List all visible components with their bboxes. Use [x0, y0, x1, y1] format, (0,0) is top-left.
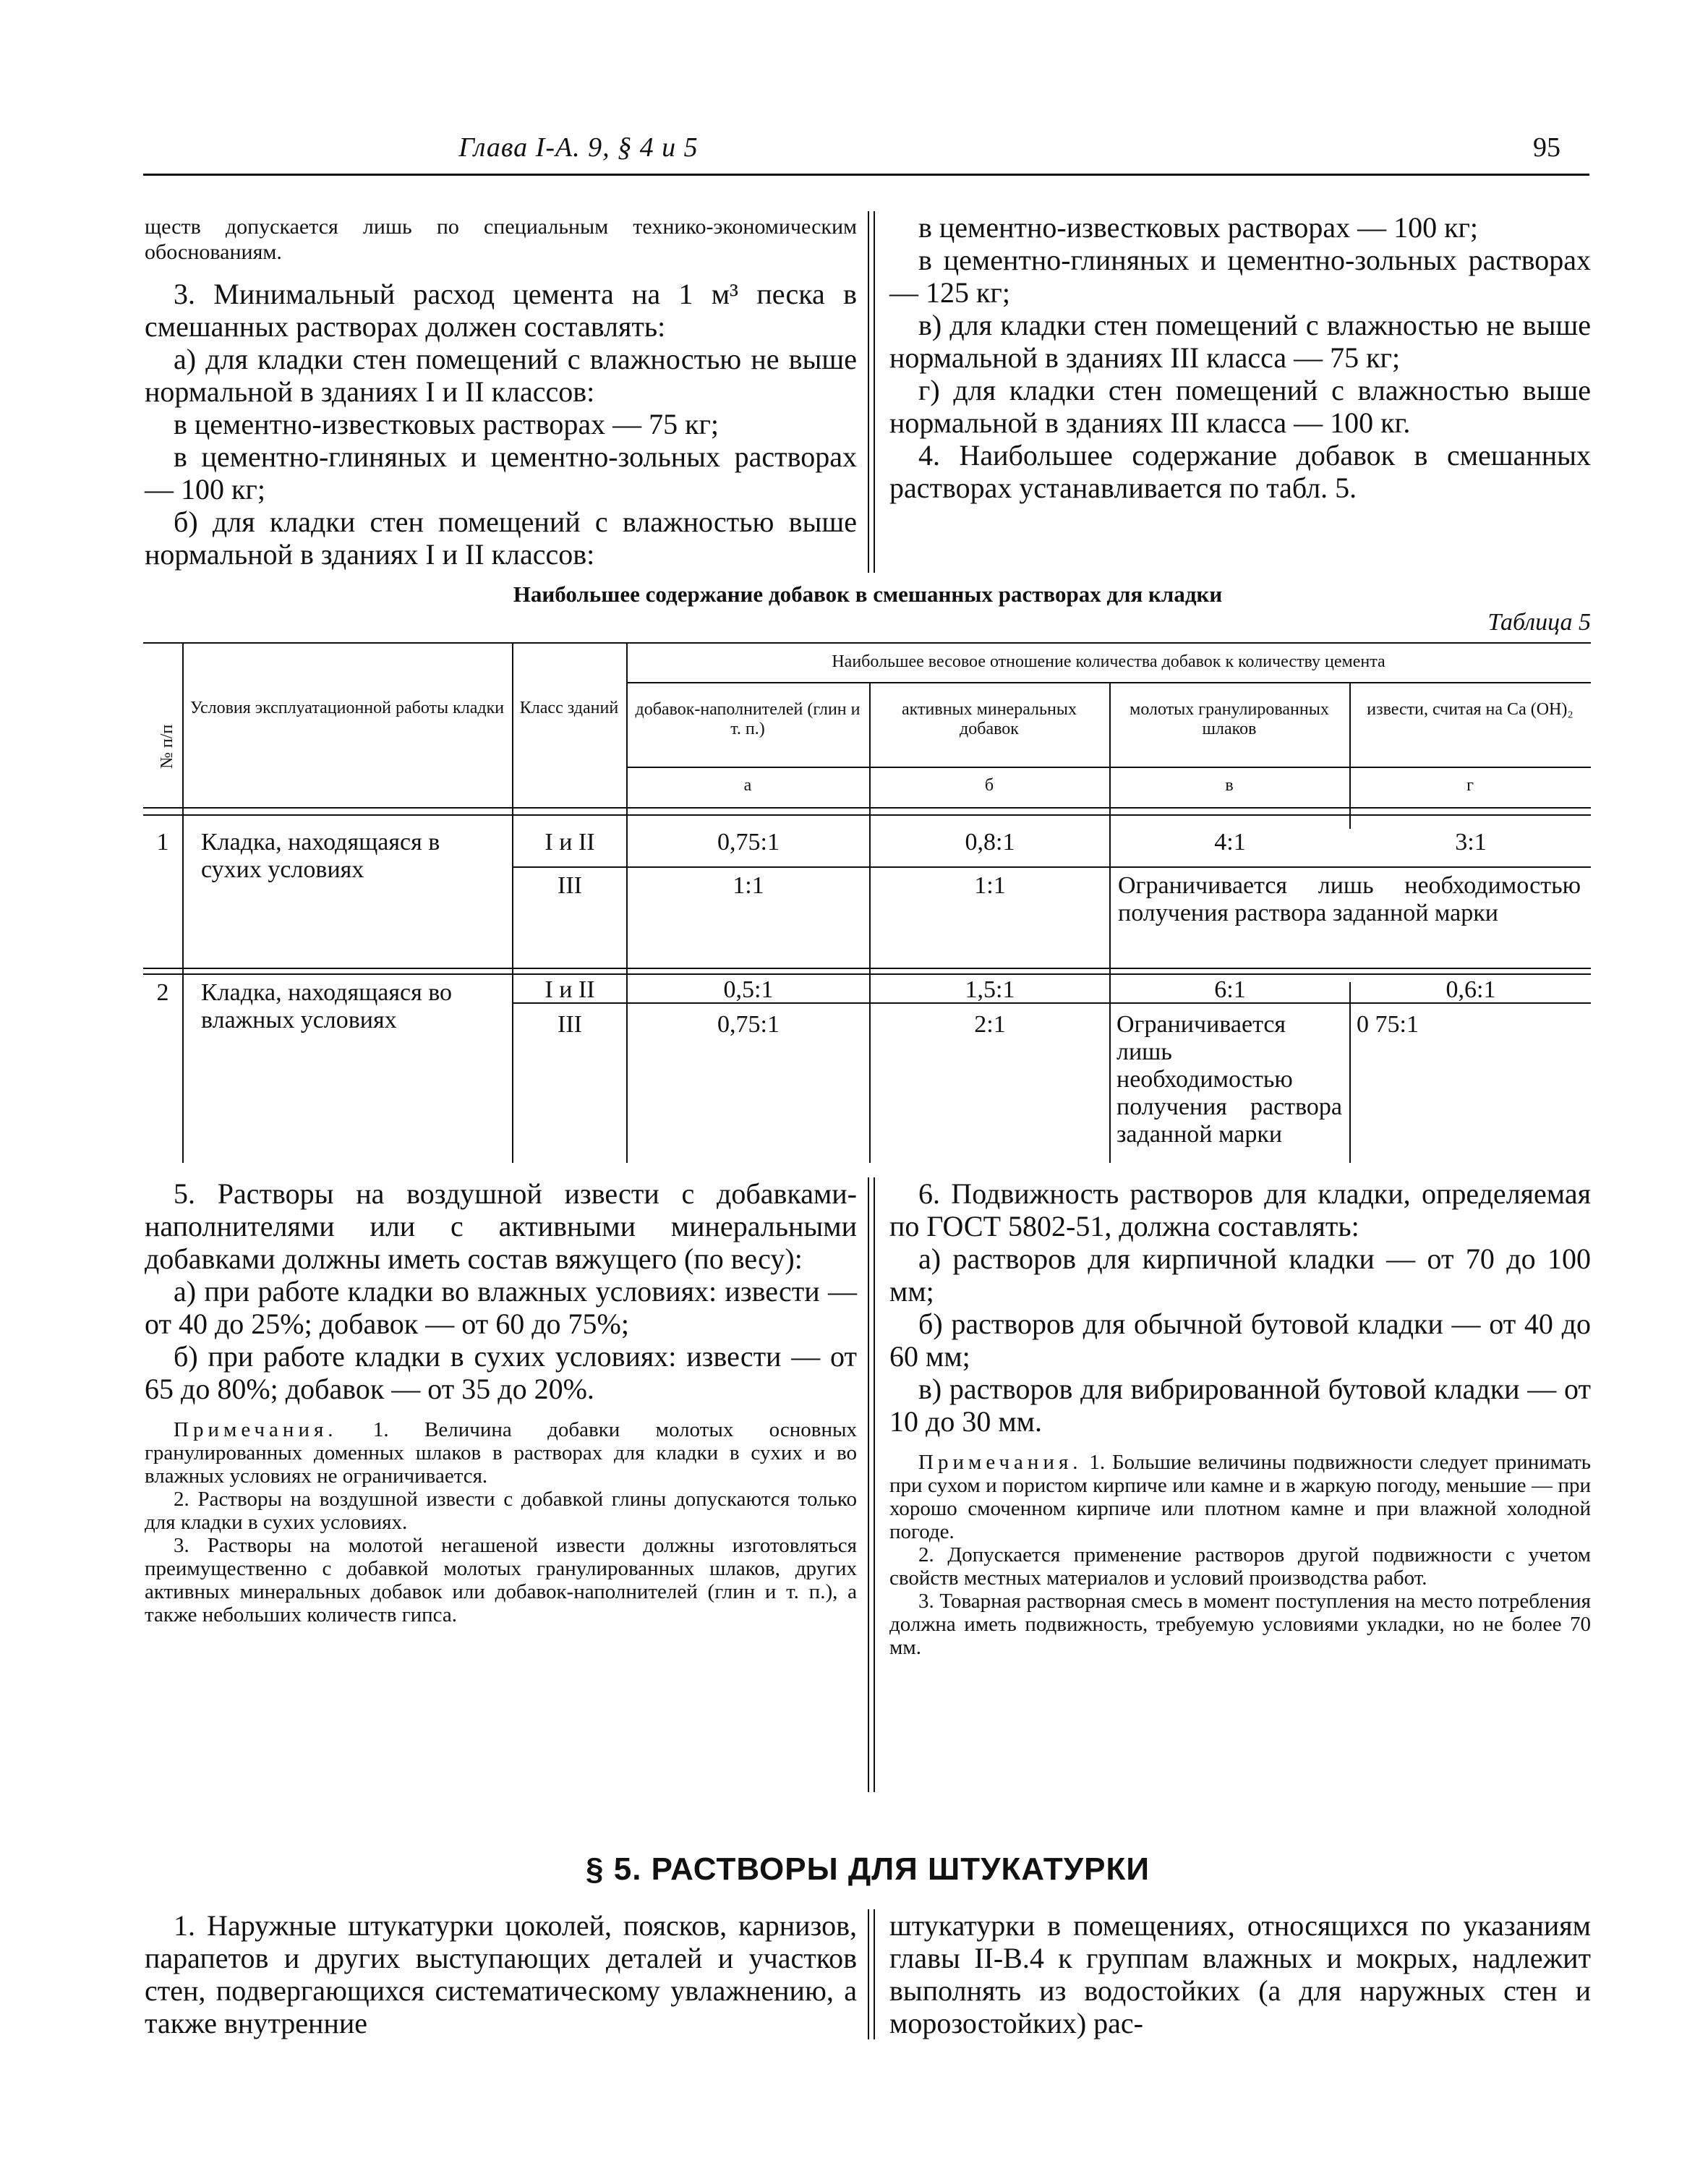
column-divider	[868, 211, 869, 573]
table-rule	[512, 642, 513, 1163]
middle-left-column	[145, 1177, 857, 1626]
cell-value: 3:1	[1455, 829, 1487, 856]
cell-value: 6:1	[1214, 976, 1246, 1003]
paragraph: в цементно-глиняных и цементно-зольных растворах — 100 кг;	[145, 440, 857, 506]
header-conditions: Условия эксплуатационной работы кладки	[189, 699, 505, 717]
cell-class: I и II	[545, 829, 595, 856]
section-left-column	[145, 1909, 857, 2039]
paragraph: штукатурки в помещениях, относящихся по указаниям главы II-В.4 к группам влажных и мокрых, надлежит выполнять из водостойких (а для наружных стен и морозостойких) рас-	[889, 1909, 1591, 2039]
paragraph: б) для кладки стен помещений с влажностью выше нормальной в зданиях I и II классов:	[145, 506, 857, 571]
cell-class: I и II	[545, 976, 595, 1003]
header-col-g: извести, считая на Са (ОН)₂	[1367, 700, 1574, 719]
header-col-b: активных минеральных добавок	[902, 700, 1077, 738]
section-title: § 5. РАСТВОРЫ ДЛЯ ШТУКАТУРКИ	[586, 1851, 1150, 1887]
row-number: 1	[156, 829, 169, 856]
paragraph: в) для кладки стен помещений с влажностью не выше нормальной в зданиях III класса — 75 кг;	[889, 309, 1591, 374]
paragraph: 5. Растворы на воздушной извести с добавками-наполнителями или с активными минеральными добавками должны иметь состав вяжущего (по весу):	[145, 1177, 857, 1275]
paragraph: в цементно-известковых растворах — 100 кг;	[918, 211, 1479, 244]
column-divider	[874, 1909, 875, 2039]
table-rule	[143, 807, 1591, 809]
note	[145, 1418, 857, 1488]
table-rule	[626, 642, 628, 1163]
row-number: 2	[156, 979, 169, 1006]
table-rule	[182, 642, 184, 1163]
paragraph: б) растворов для обычной бутовой кладки — от 40 до 60 мм;	[889, 1308, 1591, 1373]
header-group: Наибольшее весовое отношение количества добавок к количеству цемента	[832, 652, 1385, 671]
section-right-column	[889, 1909, 1591, 2039]
paragraph: а) при работе кладки во влажных условиях: извести — от 40 до 25%; добавок — от 60 до 75%;	[145, 1275, 857, 1340]
cell-value: 1:1	[974, 872, 1006, 899]
table-caption: Таблица 5	[1487, 609, 1591, 636]
table-rule	[869, 682, 871, 1163]
middle-right-column	[889, 1177, 1591, 1659]
cell-class: III	[558, 1011, 582, 1038]
paragraph: в цементно-глиняных и цементно-зольных растворах — 125 кг;	[889, 244, 1591, 309]
paragraph: г) для кладки стен помещений с влажностью выше нормальной в зданиях III класса — 100 кг.	[889, 374, 1591, 439]
header-rule	[143, 174, 1589, 176]
page-number: 95	[1533, 132, 1560, 163]
row-condition: Кладка, находящаяся в сухих условиях	[201, 829, 440, 883]
table-rule	[143, 814, 1591, 816]
paragraph: 1. Наружные штукатурки цоколей, поясков, карнизов, парапетов и других выступающих деталей и участков стен, подвергающихся систематическому увлажнению, а также внутренние	[145, 1909, 857, 2039]
column-divider	[874, 1177, 875, 1792]
paragraph: а) растворов для кирпичной кладки — от 70 до 100 мм;	[889, 1242, 1591, 1308]
header-col-a: добавок-наполнителей (глин и т. п.)	[635, 700, 861, 738]
cell-value: 0,5:1	[723, 976, 774, 1003]
paragraph: 3. Минимальный расход цемента на 1 м³ песка в смешанных растворах должен составлять:	[145, 278, 857, 343]
header-letter-v: в	[1225, 776, 1234, 795]
column-divider	[868, 1909, 869, 2039]
cell-note: Ограничивается лишь необходимостью получения раствора заданной марки	[1116, 1011, 1342, 1148]
cell-class: III	[558, 872, 582, 899]
cell-value: 4:1	[1214, 829, 1246, 856]
table-rule	[143, 973, 1591, 975]
note-text: 1. Большие величины подвижности следует принимать при сухом и пористом кирпиче или камне и в жаркую погоду, меньшие — при хорошо смоченном кирпиче или плотном камне и при влажной холодной погоде.	[889, 1451, 1592, 1543]
notes-label: Примечания.	[174, 1418, 338, 1441]
table-rule	[512, 866, 1591, 868]
header-letter-g: г	[1466, 776, 1474, 795]
note: 3. Растворы на молотой негашеной извести должны изготовляться преимущественно с добавкой молотых гранулированных шлаков, других активных минеральных добавок или добавок-наполнителей (глин и т. п.), а также небольших количеств гипса.	[145, 1534, 857, 1626]
column-divider	[868, 1177, 869, 1792]
paragraph: 6. Подвижность растворов для кладки, определяемая по ГОСТ 5802-51, должна составлять:	[889, 1177, 1591, 1242]
row-condition: Кладка, находящаяся во влажных условиях	[201, 979, 453, 1033]
table-rule	[626, 767, 1591, 768]
header-np: № п/п	[158, 724, 176, 769]
paragraph: в) растворов для вибрированной бутовой кладки — от 10 до 30 мм.	[889, 1373, 1591, 1438]
note: 3. Товарная растворная смесь в момент поступления на место потребления должна иметь подвижность, требуемую условиями укладки, но не более 70 мм.	[889, 1590, 1591, 1659]
cell-value: 0 75:1	[1357, 1011, 1419, 1038]
paragraph: а) для кладки стен помещений с влажностью не выше нормальной в зданиях I и II классов:	[145, 343, 857, 408]
header-col-v: молотых гранулированных шлаков	[1130, 700, 1329, 738]
top-left-column	[145, 214, 857, 571]
cell-value: 0,75:1	[717, 1011, 780, 1038]
table-title: Наибольшее содержание добавок в смешанных растворах для кладки	[513, 581, 1223, 607]
cell-value: 0,75:1	[717, 829, 780, 856]
cell-note: Ограничивается лишь необходимостью получения раствора заданной марки	[1118, 872, 1581, 926]
top-right-column	[889, 211, 1591, 504]
notes-label: Примечания.	[918, 1451, 1083, 1474]
additives-table	[143, 642, 1591, 1163]
cell-value: 0,8:1	[965, 829, 1015, 856]
table-rule	[1349, 682, 1351, 829]
header-class: Класс зданий	[519, 699, 619, 717]
table-rule	[626, 682, 1591, 683]
cell-value: 1,5:1	[965, 976, 1015, 1003]
note	[889, 1451, 1591, 1543]
paragraph: б) при работе кладки в сухих условиях: извести — от 65 до 80%; добавок — от 35 до 20%.	[145, 1340, 857, 1405]
note: 2. Допускается применение растворов другой подвижности с учетом свойств местных материалов и условий производства работ.	[889, 1543, 1591, 1590]
column-divider	[874, 211, 875, 573]
table-rule	[1349, 982, 1351, 1163]
cell-value: 0,6:1	[1446, 976, 1496, 1003]
header-letter-b: б	[984, 776, 994, 795]
paragraph: в цементно-известковых растворах — 75 кг;	[174, 408, 720, 440]
paragraph: 4. Наибольшее содержание добавок в смешанных растворах устанавливается по табл. 5.	[889, 439, 1591, 504]
note: 2. Растворы на воздушной извести с добавкой глины допускаются только для кладки в сухих условиях.	[145, 1488, 857, 1534]
table-rule	[143, 642, 1591, 644]
table-rule	[143, 968, 1591, 969]
cell-value: 1:1	[733, 872, 764, 899]
note-text: 1. Величина добавки молотых основных гранулированных доменных шлаков в растворах для кладки в сухих и во влажных условиях не ограничивается.	[145, 1418, 857, 1488]
cell-value: 2:1	[974, 1011, 1006, 1038]
paragraph: ществ допускается лишь по специальным технико-экономическим обоснованиям.	[145, 215, 857, 264]
header-letter-a: а	[743, 776, 752, 795]
running-title: Глава I-А. 9, § 4 и 5	[458, 132, 699, 163]
table-rule	[1109, 682, 1111, 1163]
